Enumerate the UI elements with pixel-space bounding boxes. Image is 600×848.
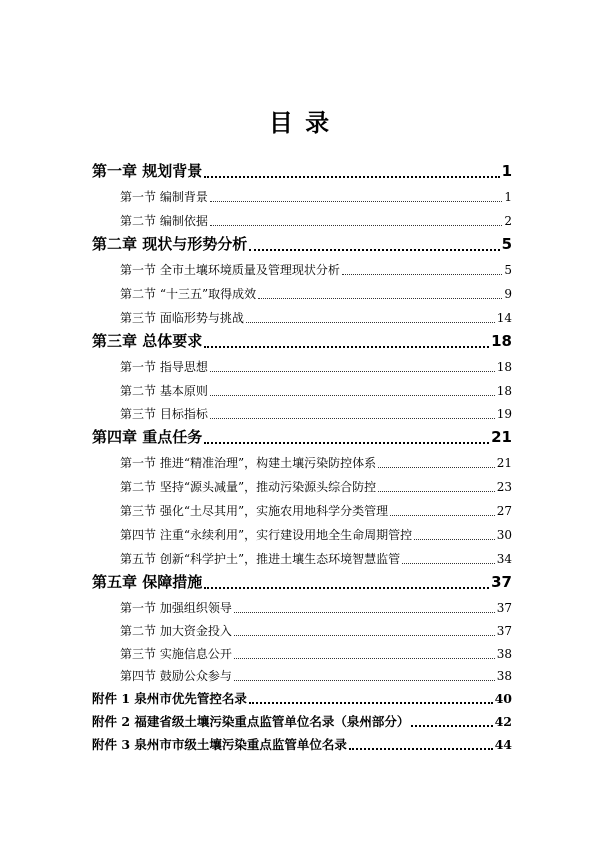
toc-page: 18 bbox=[496, 360, 512, 374]
toc-chapter-5[interactable] bbox=[92, 571, 512, 592]
toc-page: 23 bbox=[496, 480, 512, 494]
toc-label: 附件 2 福建省级土壤污染重点监管单位名录（泉州部分） bbox=[92, 714, 410, 729]
toc-chapter-2[interactable] bbox=[92, 233, 512, 254]
toc-label: 附件 1 泉州市优先管控名录 bbox=[92, 691, 247, 706]
toc-label: 第三节 目标指标 bbox=[120, 407, 208, 421]
toc-label: 第四节 注重“永续利用”，实行建设用地全生命周期管控 bbox=[120, 528, 413, 542]
toc-label: 第一节 加强组织领导 bbox=[120, 601, 232, 615]
toc-chapter-3[interactable] bbox=[92, 330, 512, 351]
toc-leader bbox=[204, 346, 489, 348]
toc-label: 第二节 “十三五”取得成效 bbox=[120, 287, 257, 301]
toc-appendix-2[interactable] bbox=[92, 712, 512, 730]
toc-page: 18 bbox=[491, 332, 512, 350]
toc-leader bbox=[234, 635, 495, 636]
toc-section[interactable] bbox=[120, 526, 512, 543]
toc-page: 21 bbox=[496, 456, 512, 470]
toc-leader bbox=[378, 491, 495, 492]
toc-page: 14 bbox=[496, 311, 512, 325]
toc-label: 第一章 规划背景 bbox=[92, 162, 203, 180]
page-title: 目 录 bbox=[268, 109, 332, 137]
toc-section[interactable] bbox=[120, 622, 512, 639]
toc-page: 19 bbox=[496, 407, 512, 421]
toc-section[interactable] bbox=[120, 645, 512, 662]
toc-section[interactable] bbox=[120, 478, 512, 495]
toc-label: 第三章 总体要求 bbox=[92, 332, 203, 350]
toc-leader bbox=[210, 225, 503, 226]
toc-leader bbox=[210, 201, 503, 202]
toc-label: 第二节 坚持“源头减量”，推动污染源头综合防控 bbox=[120, 480, 377, 494]
toc-leader bbox=[204, 587, 489, 589]
toc-label: 第三节 面临形势与挑战 bbox=[120, 311, 244, 325]
toc-leader bbox=[210, 418, 495, 419]
toc-leader bbox=[234, 680, 495, 681]
toc-section[interactable] bbox=[120, 667, 512, 684]
toc-leader bbox=[234, 658, 495, 659]
toc-section[interactable] bbox=[120, 454, 512, 471]
toc-page: 18 bbox=[496, 384, 512, 398]
toc-page: 1 bbox=[501, 162, 512, 180]
toc-page: 37 bbox=[496, 624, 512, 638]
toc-section[interactable] bbox=[120, 261, 512, 278]
toc-page: 27 bbox=[496, 504, 512, 518]
toc-section[interactable] bbox=[120, 550, 512, 567]
toc-label: 第四节 鼓励公众参与 bbox=[120, 669, 232, 683]
toc-section[interactable] bbox=[120, 502, 512, 519]
toc-page: 2 bbox=[504, 214, 512, 228]
toc-leader bbox=[258, 298, 502, 299]
toc-leader bbox=[204, 442, 489, 444]
toc-label: 第一节 全市土壤环境质量及管理现状分析 bbox=[120, 263, 340, 277]
toc-leader bbox=[249, 702, 493, 704]
toc-leader bbox=[414, 539, 495, 540]
toc-label: 第一节 推进“精准治理”，构建土壤污染防控体系 bbox=[120, 456, 377, 470]
toc-page: 37 bbox=[491, 573, 512, 591]
toc-page: 5 bbox=[504, 263, 512, 277]
toc-page: 21 bbox=[491, 428, 512, 446]
toc-page: 38 bbox=[496, 647, 512, 661]
toc-section[interactable] bbox=[120, 212, 512, 229]
toc-page: 34 bbox=[496, 552, 512, 566]
toc-page: 38 bbox=[496, 669, 512, 683]
toc-label: 第一节 指导思想 bbox=[120, 360, 208, 374]
toc-label: 第五节 创新“科学护土”，推进土壤生态环境智慧监管 bbox=[120, 552, 401, 566]
toc-leader bbox=[349, 748, 493, 750]
toc-label: 第三节 实施信息公开 bbox=[120, 647, 232, 661]
toc-section[interactable] bbox=[120, 599, 512, 616]
toc-label: 第三节 强化“土尽其用”，实施农用地科学分类管理 bbox=[120, 504, 389, 518]
toc-label: 第二节 基本原则 bbox=[120, 384, 208, 398]
toc-leader bbox=[402, 563, 495, 564]
toc-label: 附件 3 泉州市市级土壤污染重点监管单位名录 bbox=[92, 737, 347, 752]
toc-appendix-1[interactable] bbox=[92, 689, 512, 707]
toc-leader bbox=[342, 274, 503, 275]
toc-section[interactable] bbox=[120, 309, 512, 326]
toc-page: 42 bbox=[494, 714, 512, 729]
toc-section[interactable] bbox=[120, 358, 512, 375]
toc-leader bbox=[210, 395, 495, 396]
toc-page: 9 bbox=[504, 287, 512, 301]
toc-page: 1 bbox=[504, 190, 512, 204]
toc-label: 第二章 现状与形势分析 bbox=[92, 235, 248, 253]
toc-leader bbox=[204, 176, 499, 178]
toc-label: 第五章 保障措施 bbox=[92, 573, 203, 591]
toc-section[interactable] bbox=[120, 382, 512, 399]
toc-page: 37 bbox=[496, 601, 512, 615]
toc-leader bbox=[210, 371, 495, 372]
toc-label: 第一节 编制背景 bbox=[120, 190, 208, 204]
toc-appendix-3[interactable] bbox=[92, 735, 512, 753]
toc-section[interactable] bbox=[120, 188, 512, 205]
toc-page: 5 bbox=[501, 235, 512, 253]
toc-leader bbox=[246, 322, 495, 323]
toc-leader bbox=[249, 249, 499, 251]
toc-page: 44 bbox=[494, 737, 512, 752]
toc-leader bbox=[234, 612, 495, 613]
toc-page: 30 bbox=[496, 528, 512, 542]
toc-chapter-4[interactable] bbox=[92, 426, 512, 447]
toc-label: 第二节 加大资金投入 bbox=[120, 624, 232, 638]
toc-section[interactable] bbox=[120, 405, 512, 422]
toc-leader bbox=[390, 515, 495, 516]
toc-leader bbox=[411, 725, 492, 727]
toc-page: 40 bbox=[494, 691, 512, 706]
toc-label: 第二节 编制依据 bbox=[120, 214, 208, 228]
toc-chapter-1[interactable] bbox=[92, 160, 512, 181]
toc-section[interactable] bbox=[120, 285, 512, 302]
toc-label: 第四章 重点任务 bbox=[92, 428, 203, 446]
toc-leader bbox=[378, 467, 495, 468]
